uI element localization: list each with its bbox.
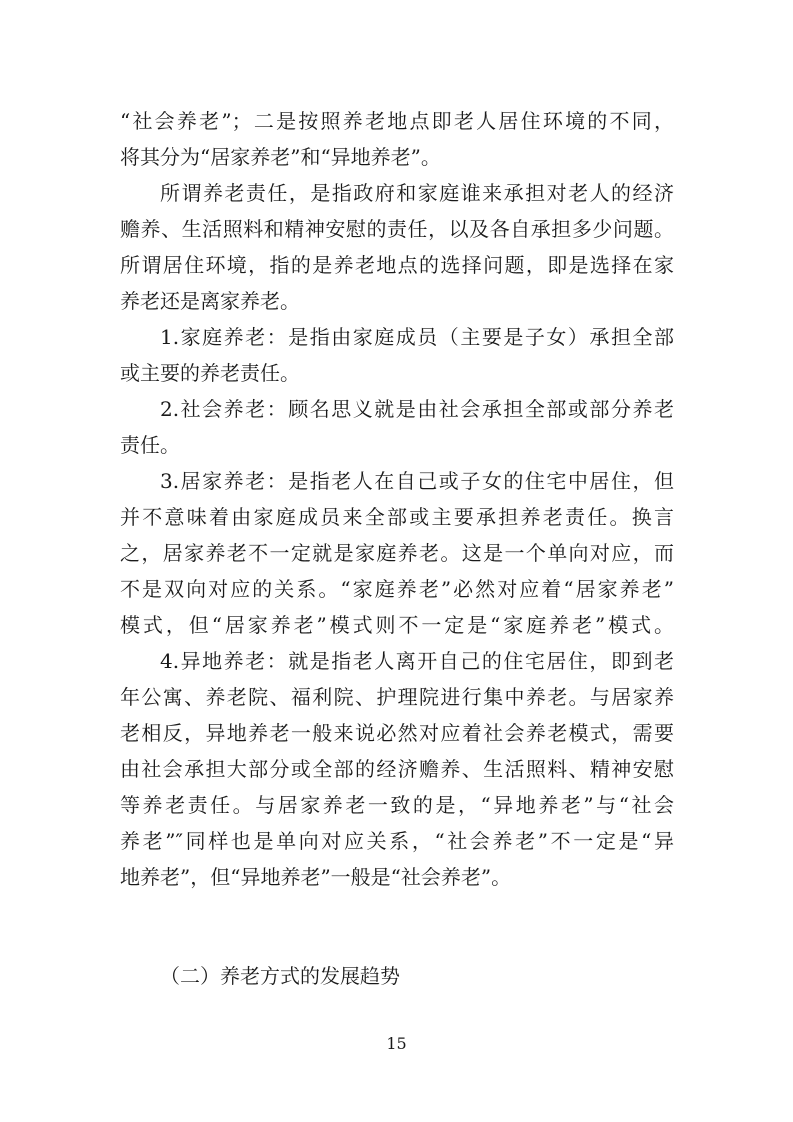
paragraph-continuation <box>120 103 674 175</box>
text-line: 地养老”，但“异地养老”一般是“社会养老”。 <box>120 865 512 889</box>
text-line: 等养老责任。与居家养老一致的是，“异地养老”与“社会 <box>120 793 674 817</box>
text-line: 养老”″同样也是单向对应关系，“社会养老”不一定是“异 <box>120 829 674 853</box>
paragraph-item-1-family-care <box>120 319 674 391</box>
text-line: 之，居家养老不一定就是家庭养老。这是一个单向对应，而 <box>120 541 674 565</box>
text-line: 或主要的养老责任。 <box>120 361 300 385</box>
text-line: 所谓养老责任，是指政府和家庭谁来承担对老人的经济 <box>160 181 674 205</box>
text-line: 赡养、生活照料和精神安慰的责任，以及各自承担多少问题。 <box>120 217 674 241</box>
document-body <box>120 103 674 895</box>
paragraph-definitions-intro <box>120 175 674 319</box>
text-line: 3.居家养老：是指老人在自己或子女的住宅中居住，但 <box>160 469 674 493</box>
text-line: 不是双向对应的关系。“家庭养老”必然对应着“居家养老” <box>120 577 674 601</box>
text-line: 养老还是离家养老。 <box>120 289 300 313</box>
text-line: “社会养老”；二是按照养老地点即老人居住环境的不同， <box>120 109 674 133</box>
section-heading: （二）养老方式的发展趋势 <box>160 964 400 988</box>
text-line: 由社会承担大部分或全部的经济赡养、生活照料、精神安慰 <box>120 757 674 781</box>
text-line: 年公寓、养老院、福利院、护理院进行集中养老。与居家养 <box>120 685 674 709</box>
text-line: 2.社会养老：顾名思义就是由社会承担全部或部分养老 <box>160 397 674 421</box>
paragraph-item-4-offsite-care <box>120 643 674 895</box>
text-line: 模式，但“居家养老”模式则不一定是“家庭养老”模式。 <box>120 613 674 637</box>
text-line: 4.异地养老：就是指老人离开自己的住宅居住，即到老 <box>160 649 674 673</box>
paragraph-item-3-home-care <box>120 463 674 643</box>
text-line: 1.家庭养老：是指由家庭成员（主要是子女）承担全部 <box>160 325 674 349</box>
paragraph-item-2-social-care <box>120 391 674 463</box>
page-number: 15 <box>386 1034 407 1053</box>
text-line: 所谓居住环境，指的是养老地点的选择问题，即是选择在家 <box>120 253 674 277</box>
text-line: 老相反，异地养老一般来说必然对应着社会养老模式，需要 <box>120 721 674 745</box>
text-line: 并不意味着由家庭成员来全部或主要承担养老责任。换言 <box>120 505 674 529</box>
text-line: 责任。 <box>120 433 180 457</box>
text-line: 将其分为“居家养老”和“异地养老”。 <box>120 145 441 169</box>
